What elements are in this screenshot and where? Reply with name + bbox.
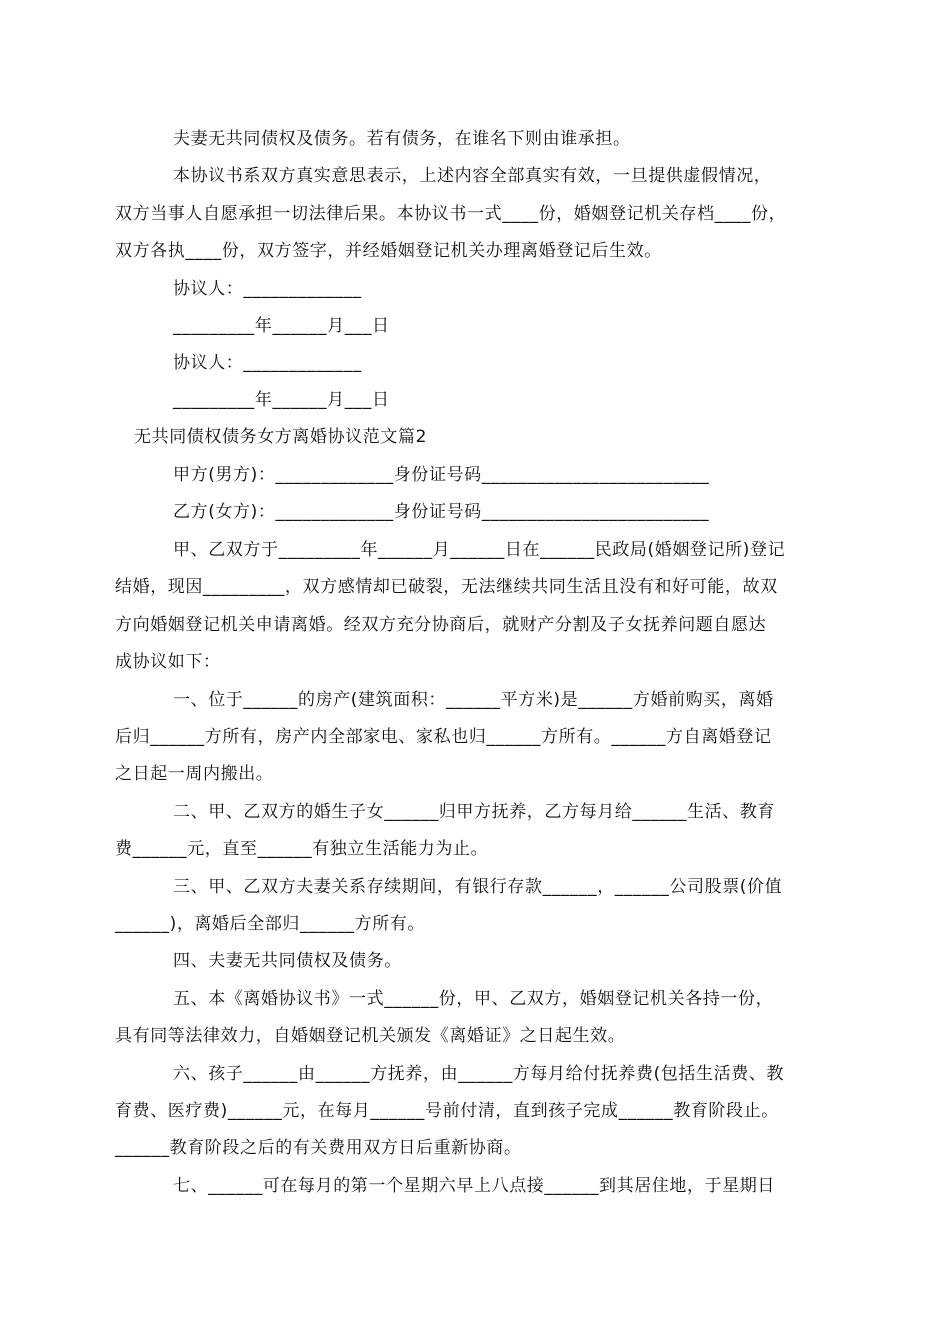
signature-line: 协议人：_____________ — [173, 353, 362, 373]
paragraph-line: 一、位于______的房产(建筑面积：______平方米)是______方婚前购买，离婚 — [173, 690, 774, 710]
paragraph-line: 之日起一周内搬出。 — [115, 764, 274, 784]
paragraph-line: 成协议如下： — [115, 652, 221, 672]
paragraph-line: 双方各执____份，双方签字，并经婚姻登记机关办理离婚登记后生效。 — [115, 241, 662, 261]
paragraph-line: ______)，离婚后全部归______方所有。 — [115, 914, 426, 934]
paragraph-line: 夫妻无共同债权及债务。若有债务，在谁名下则由谁承担。 — [173, 129, 631, 149]
paragraph-line: 双方当事人自愿承担一切法律后果。本协议书一式____份，婚姻登记机关存档____份， — [115, 204, 787, 224]
section-title: 无共同债权债务女方离婚协议范文篇2 — [134, 427, 428, 447]
date-line: _________年______月___日 — [173, 316, 390, 336]
paragraph-line: 甲、乙双方于_________年______月______日在______民政局(婚姻登记所)登记 — [173, 540, 786, 560]
paragraph-line: 费______元，直至______有独立生活能力为止。 — [115, 839, 489, 859]
paragraph-line: 结婚，现因_________，双方感情却已破裂，无法继续共同生活且没有和好可能，故双 — [115, 577, 778, 597]
paragraph-line: 六、孩子______由______方抚养，由______方每月给付抚养费(包括生活费、教 — [173, 1064, 785, 1084]
paragraph-line: 四、夫妻无共同债权及债务。 — [173, 951, 402, 971]
paragraph-line: 二、甲、乙双方的婚生子女______归甲方抚养，乙方每月给______生活、教育 — [173, 802, 775, 822]
party-line: 甲方(男方)：_____________身份证号码_________________________ — [173, 465, 710, 485]
paragraph-line: 具有同等法律效力，自婚姻登记机关颁发《离婚证》之日起生效。 — [115, 1026, 626, 1046]
signature-line: 协议人：_____________ — [173, 279, 362, 299]
paragraph-line: 育费、医疗费)______元，在每月______号前付清，直到孩子完成______教育阶段止。 — [115, 1101, 779, 1121]
paragraph-line: ______教育阶段之后的有关费用双方日后重新协商。 — [115, 1138, 522, 1158]
paragraph-line: 本协议书系双方真实意思表示，上述内容全部真实有效，一旦提供虚假情况， — [173, 166, 772, 186]
paragraph-line: 方向婚姻登记机关申请离婚。经双方充分协商后，就财产分割及子女抚养问题自愿达 — [115, 615, 767, 635]
paragraph-line: 三、甲、乙双方夫妻关系存续期间，有银行存款______，______公司股票(价值 — [173, 877, 783, 897]
date-line: _________年______月___日 — [173, 390, 390, 410]
paragraph-line: 后归______方所有，房产内全部家电、家私也归______方所有。______方自离婚登记 — [115, 727, 772, 747]
paragraph-line: 五、本《离婚协议书》一式______份，甲、乙双方，婚姻登记机关各持一份， — [173, 989, 774, 1009]
paragraph-line: 七、______可在每月的第一个星期六早上八点接______到其居住地，于星期日 — [173, 1176, 775, 1196]
party-line: 乙方(女方)：_____________身份证号码_________________________ — [173, 502, 710, 522]
